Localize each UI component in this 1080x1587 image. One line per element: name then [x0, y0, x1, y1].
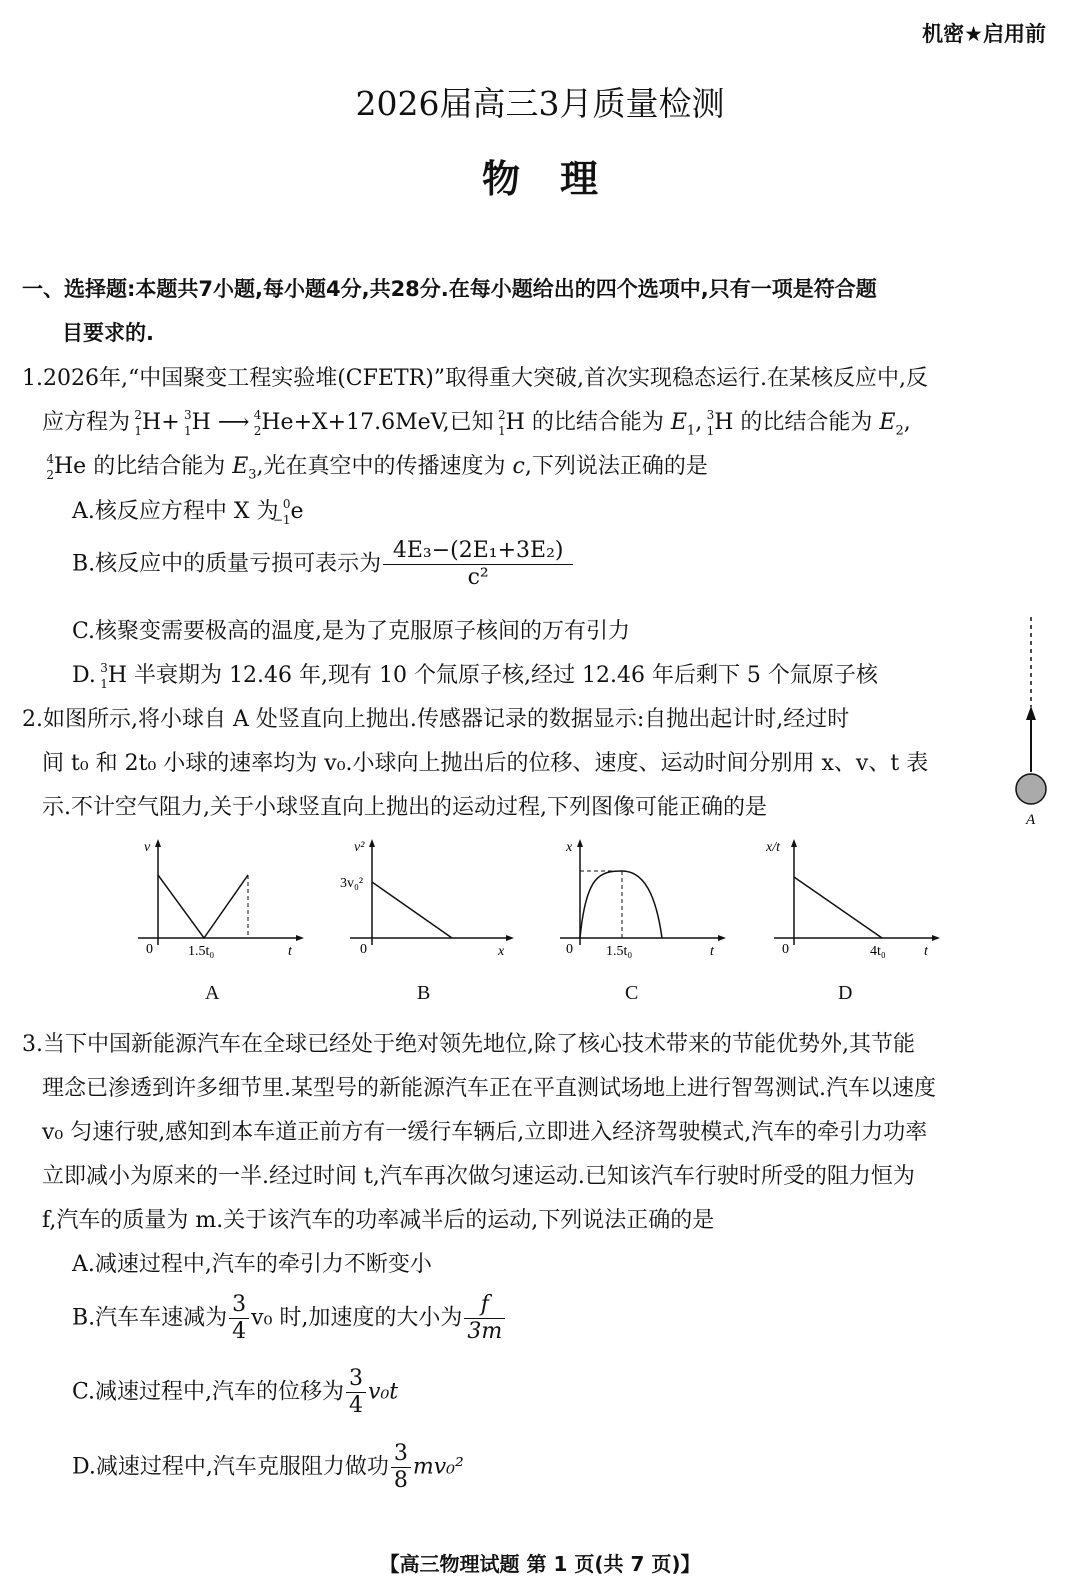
graph-c-caption: C: [625, 982, 639, 1004]
graph-b-caption: B: [417, 982, 431, 1004]
q3-line4: 立即减小为原来的一半.经过时间 t,汽车再次做匀速运动.已知该汽车行驶时所受的阻力恒为: [42, 1164, 915, 1189]
graph-b: [340, 835, 520, 965]
q3-option-a: A.减速过程中,汽车的牵引力不断变小: [72, 1252, 432, 1277]
graph-d-origin: 0: [782, 942, 789, 957]
q3-line1: 3.当下中国新能源汽车在全球已经处于绝对领先地位,除了核心技术带来的节能优势外,其节能: [22, 1032, 915, 1057]
graph-a-xlabel: t: [288, 944, 292, 959]
q1-option-d: D. 3 1 H 半衰期为 12.46 年,现有 10 个氚原子核,经过 12.46 年后剩下 5 个氚原子核: [72, 661, 878, 691]
graph-c-xlabel: t: [710, 944, 714, 959]
graph-a: [130, 835, 310, 965]
section-heading-line2: 目要求的.: [62, 321, 154, 345]
graph-c-ylabel: x: [566, 840, 573, 855]
graph-b-ylabel: v²: [354, 840, 365, 855]
ball-label: A: [1026, 812, 1036, 828]
q3-line3: v₀ 匀速行驶,感知到本车道正前方有一缓行车辆后,立即进入经济驾驶模式,汽车的牵引力功率: [42, 1120, 928, 1145]
q3-line5: f,汽车的质量为 m.关于该汽车的功率减半后的运动,下列说法正确的是: [42, 1208, 715, 1233]
q1-option-c: C.核聚变需要极高的温度,是为了克服原子核间的万有引力: [72, 619, 631, 644]
q1-line3: 4 2 He 的比结合能为 $E_3$,光在真空中的传播速度为 c,下列说法正确的是: [46, 452, 708, 483]
graph-c-curve: [580, 871, 662, 938]
q1-option-b: B.核反应中的质量亏损可表示为 $\frac{\text{4E₃−(2E₁+3E₂)}}{\text{c²}}$: [72, 538, 575, 591]
q3-option-c: C.减速过程中,汽车的位移为 $\frac{3}{4}$ v₀t: [72, 1366, 399, 1418]
q2-line2: 间 t₀ 和 2t₀ 小球的速率均为 v₀.小球向上抛出后的位移、速度、运动时间分别用 x、v、t 表: [42, 751, 929, 776]
q3-line2: 理念已渗透到许多细节里.某型号的新能源汽车正在平直测试场地上进行智驾测试.汽车以速度: [42, 1076, 936, 1101]
graph-d-curve: [794, 877, 882, 938]
q2-line3: 示.不计空气阻力,关于小球竖直向上抛出的运动过程,下列图像可能正确的是: [42, 795, 767, 820]
graph-c-tick: 1.5t₀: [606, 944, 633, 959]
graph-c: [552, 835, 732, 965]
ball-figure: [1005, 612, 1065, 832]
section-heading-line1: 一、选择题:本题共7小题,每小题4分,共28分.在每小题给出的四个选项中,只有一项是符合题: [22, 277, 877, 301]
q3-option-d: D.减速过程中,汽车克服阻力做功 $\frac{3}{8}$ mv₀²: [72, 1441, 464, 1493]
arrow-head-icon: [1026, 706, 1036, 720]
graph-a-ylabel: v: [144, 840, 151, 855]
secret-mark: 机密★启用前: [922, 22, 1046, 46]
ball-icon: [1016, 774, 1046, 804]
graph-d-tick: 4t₀: [870, 944, 886, 959]
graph-a-tick: 1.5t₀: [188, 944, 215, 959]
graph-b-curve: [372, 882, 452, 938]
q1-option-a: A.核反应方程中 X 为 0 −1 e: [72, 497, 304, 527]
q3-option-b: B.汽车车速减为 $\frac{3}{4}$ v₀ 时,加速度的大小为 $\frac{f}{3m}$: [72, 1292, 507, 1345]
q2-line1: 2.如图所示,将小球自 A 处竖直向上抛出.传感器记录的数据显示:自抛出起计时,经过时: [22, 707, 850, 732]
graph-d-caption: D: [838, 982, 853, 1004]
graph-a-caption: A: [205, 982, 220, 1004]
subject-title: 物理: [481, 157, 638, 201]
exam-title: 2026届高三3月质量检测: [355, 84, 725, 123]
graph-d: [766, 835, 946, 965]
page-footer: 【高三物理试题 第 1 页(共 7 页)】: [379, 1552, 701, 1576]
graph-a-curve: [158, 875, 248, 938]
graph-b-origin: 0: [360, 942, 367, 957]
q1-line1: 1.2026年,“中国聚变工程实验堆(CFETR)”取得重大突破,首次实现稳态运行.在某核反应中,反: [22, 366, 929, 391]
graph-d-xlabel: t: [924, 944, 928, 959]
graph-b-xlabel: x: [498, 944, 505, 959]
graph-a-origin: 0: [146, 942, 153, 957]
graph-b-ytick: 3v₀²: [340, 876, 364, 891]
graph-c-origin: 0: [566, 942, 573, 957]
graph-d-ylabel: x/t: [766, 840, 780, 855]
q1-line2: 应方程为 2 1 H+ 3 1 H ⟶ 4 2 He+X+17.6MeV,已知 2 1 H 的比结合能为 $E_1$, 3 1 H 的比结合能为 $E_2$,: [42, 408, 911, 439]
